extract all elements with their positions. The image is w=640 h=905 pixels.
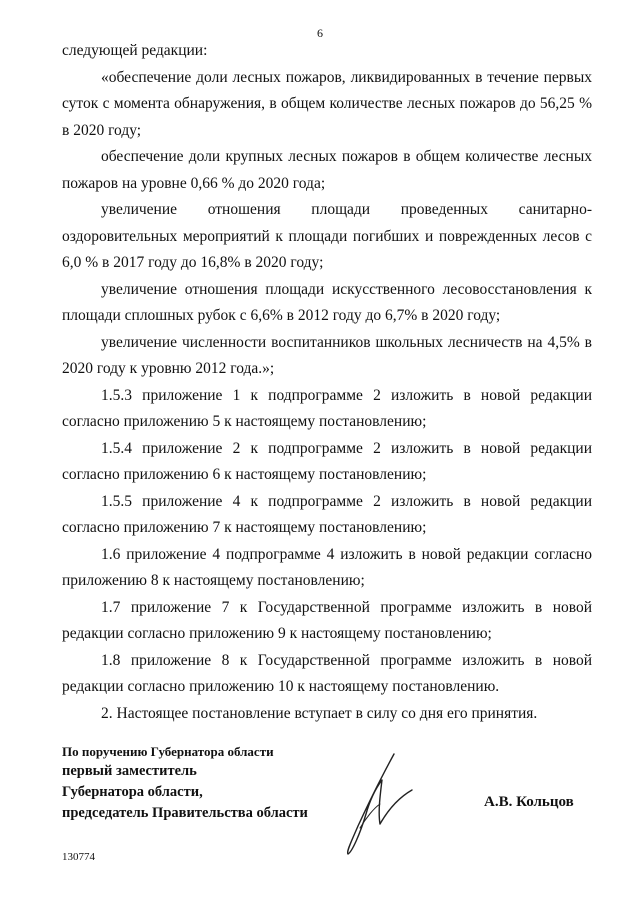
document-number: 130774 bbox=[62, 851, 95, 863]
paragraph-fire-liquidation-share: «обеспечение доли лесных пожаров, ликвидированных в течение первых суток с момента обнаружения, в общем количестве лесных пожаров до 56,25 % в 2020 году; bbox=[62, 68, 592, 139]
signature-title-line-2: Губернатора области, bbox=[62, 784, 203, 800]
paragraph-item-1-5-5: 1.5.5 приложение 4 к подпрограмме 2 изложить в новой редакции согласно приложению 7 к настоящему постановлению; bbox=[62, 492, 592, 536]
signer-name: А.В. Кольцов bbox=[484, 794, 574, 810]
document-body bbox=[62, 38, 592, 727]
paragraph-item-2: 2. Настоящее постановление вступает в силу со дня его принятия. bbox=[101, 704, 538, 722]
signature-title-line-3: председатель Правительства области bbox=[62, 805, 308, 821]
paragraph-item-1-6: 1.6 приложение 4 подпрограмме 4 изложить в новой редакции согласно приложению 8 к настоящему постановлению; bbox=[62, 545, 592, 589]
paragraph-item-1-5-3: 1.5.3 приложение 1 к подпрограмме 2 изложить в новой редакции согласно приложению 5 к настоящему постановлению; bbox=[62, 386, 592, 430]
paragraph-large-fire-share: обеспечение доли крупных лесных пожаров в общем количестве лесных пожаров на уровне 0,66 % до 2020 года; bbox=[62, 148, 592, 192]
signature-on-behalf: По поручению Губернатора области bbox=[62, 744, 274, 759]
paragraph-school-forestry: увеличение численности воспитанников школьных лесничеств на 4,5% в 2020 году к уровню 2012 года.»; bbox=[62, 333, 592, 377]
paragraph-intro: следующей редакции: bbox=[62, 42, 208, 59]
handwritten-signature bbox=[336, 748, 416, 858]
page-number: 6 bbox=[317, 26, 323, 40]
paragraph-item-1-8: 1.8 приложение 8 к Государственной программе изложить в новой редакции согласно приложению 10 к настоящему постановлению. bbox=[62, 651, 592, 695]
paragraph-reforestation: увеличение отношения площади искусственного лесовосстановления к площади сплошных рубок с 6,6% в 2012 году до 6,7% в 2020 году; bbox=[62, 280, 592, 324]
paragraph-item-1-7: 1.7 приложение 7 к Государственной программе изложить в новой редакции согласно приложению 9 к настоящему постановлению; bbox=[62, 598, 592, 642]
paragraph-sanitary-measures: увеличение отношения площади проведенных санитарно-оздоровительных мероприятий к площади погибших и поврежденных лесов с 6,0 % в 2017 году до 16,8% в 2020 году; bbox=[62, 201, 592, 271]
signature-block bbox=[62, 743, 592, 824]
paragraph-item-1-5-4: 1.5.4 приложение 2 к подпрограмме 2 изложить в новой редакции согласно приложению 6 к настоящему постановлению; bbox=[62, 439, 592, 483]
signature-title-line-1: первый заместитель bbox=[62, 763, 197, 779]
